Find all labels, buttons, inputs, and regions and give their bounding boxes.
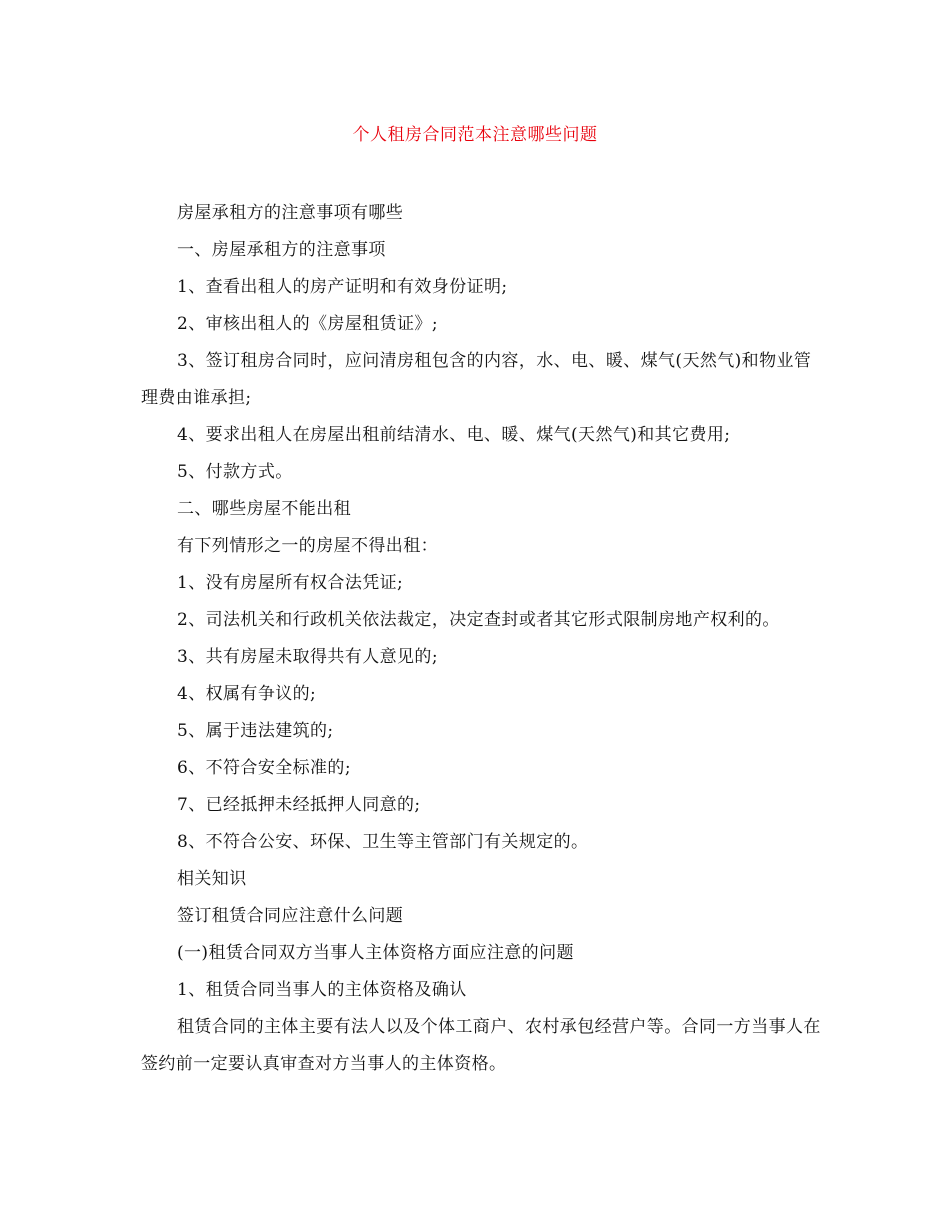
paragraph: 1、租赁合同当事人的主体资格及确认 — [177, 980, 467, 1000]
paragraph: 5、付款方式。 — [177, 462, 293, 482]
paragraph: 6、不符合安全标准的; — [177, 758, 351, 778]
paragraph: 1、查看出租人的房产证明和有效身份证明; — [177, 277, 508, 297]
paragraph: 2、司法机关和行政机关依法裁定，决定查封或者其它形式限制房地产权利的。 — [177, 610, 780, 630]
paragraph: 8、不符合公安、环保、卫生等主管部门有关规定的。 — [177, 832, 589, 852]
paragraph: 有下列情形之一的房屋不得出租： — [177, 536, 438, 556]
paragraph: 一、房屋承租方的注意事项 — [177, 240, 386, 260]
paragraph: 二、哪些房屋不能出租 — [177, 499, 351, 519]
document-title: 个人租房合同范本注意哪些问题 — [352, 125, 598, 145]
paragraph: 7、已经抵押未经抵押人同意的; — [177, 795, 421, 815]
paragraph: 1、没有房屋所有权合法凭证; — [177, 573, 404, 593]
paragraph: (一)租赁合同双方当事人主体资格方面应注意的问题 — [177, 943, 574, 963]
document-body — [141, 195, 821, 1083]
paragraph: 3、共有房屋未取得共有人意见的; — [177, 647, 438, 667]
paragraph: 4、权属有争议的; — [177, 684, 317, 704]
paragraph: 4、要求出租人在房屋出租前结清水、电、暖、煤气(天然气)和其它费用; — [177, 425, 731, 445]
paragraph: 5、属于违法建筑的; — [177, 721, 334, 741]
paragraph: 签订租赁合同应注意什么问题 — [177, 906, 404, 926]
paragraph: 2、审核出租人的《房屋租赁证》; — [177, 314, 438, 334]
paragraph: 房屋承租方的注意事项有哪些 — [177, 203, 404, 223]
paragraph: 相关知识 — [177, 869, 247, 889]
paragraph: 3、签订租房合同时，应问清房租包含的内容，水、电、暖、煤气(天然气)和物业管理费由谁承担; — [141, 351, 812, 408]
paragraph: 租赁合同的主体主要有法人以及个体工商户、农村承包经营户等。合同一方当事人在签约前一定要认真审查对方当事人的主体资格。 — [141, 1017, 821, 1074]
